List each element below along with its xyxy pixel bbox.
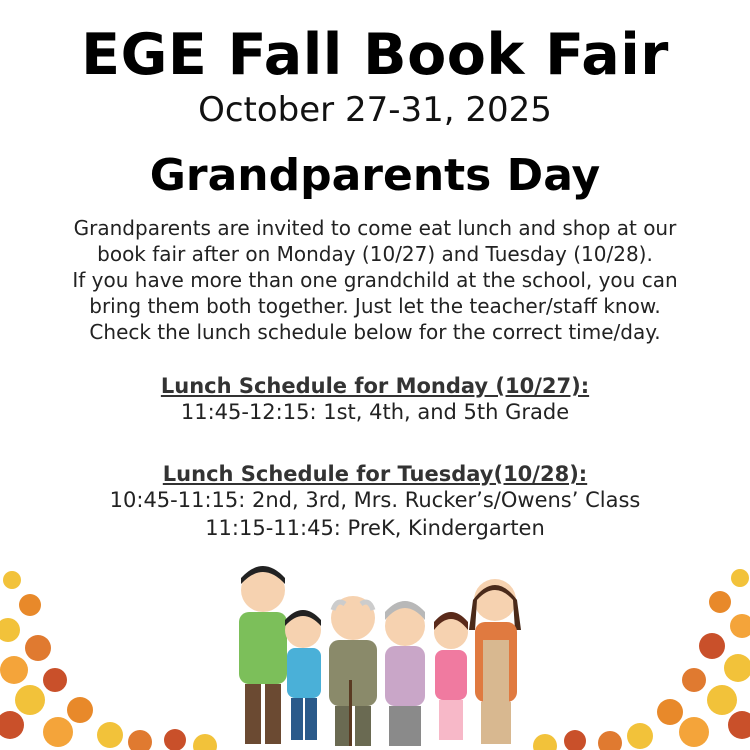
grandfather-figure: [329, 596, 377, 746]
event-subtitle: Grandparents Day: [149, 150, 601, 201]
invitation-line: Grandparents are invited to come eat lunch and shop at our: [73, 216, 677, 240]
father-figure: [239, 566, 287, 744]
girl-figure: [434, 612, 468, 740]
invitation-line: bring them both together. Just let the teacher/staff know.: [89, 294, 661, 318]
tuesday-schedule: [0, 462, 750, 542]
mother-figure: [469, 579, 521, 744]
invitation-line: Check the lunch schedule below for the correct time/day.: [89, 320, 661, 344]
schedule-line: 11:45-12:15: 1st, 4th, and 5th Grade: [180, 400, 570, 424]
event-dates: October 27-31, 2025: [198, 90, 552, 130]
monday-schedule: [0, 374, 750, 426]
invitation-text: [20, 215, 730, 345]
page-title: EGE Fall Book Fair: [81, 22, 669, 88]
schedule-line: 10:45-11:15: 2nd, 3rd, Mrs. Rucker’s/Owens’ Class: [109, 488, 641, 512]
family-illustration-icon: [225, 560, 555, 750]
boy-figure: [285, 610, 321, 740]
invitation-line: book fair after on Monday (10/27) and Tuesday (10/28).: [97, 242, 653, 266]
schedule-line: 11:15-11:45: PreK, Kindergarten: [205, 516, 545, 540]
invitation-line: If you have more than one grandchild at the school, you can: [72, 268, 678, 292]
tuesday-schedule-heading: Lunch Schedule for Tuesday(10/28):: [162, 462, 588, 486]
monday-schedule-heading: Lunch Schedule for Monday (10/27):: [160, 374, 590, 398]
grandmother-figure: [385, 601, 425, 746]
